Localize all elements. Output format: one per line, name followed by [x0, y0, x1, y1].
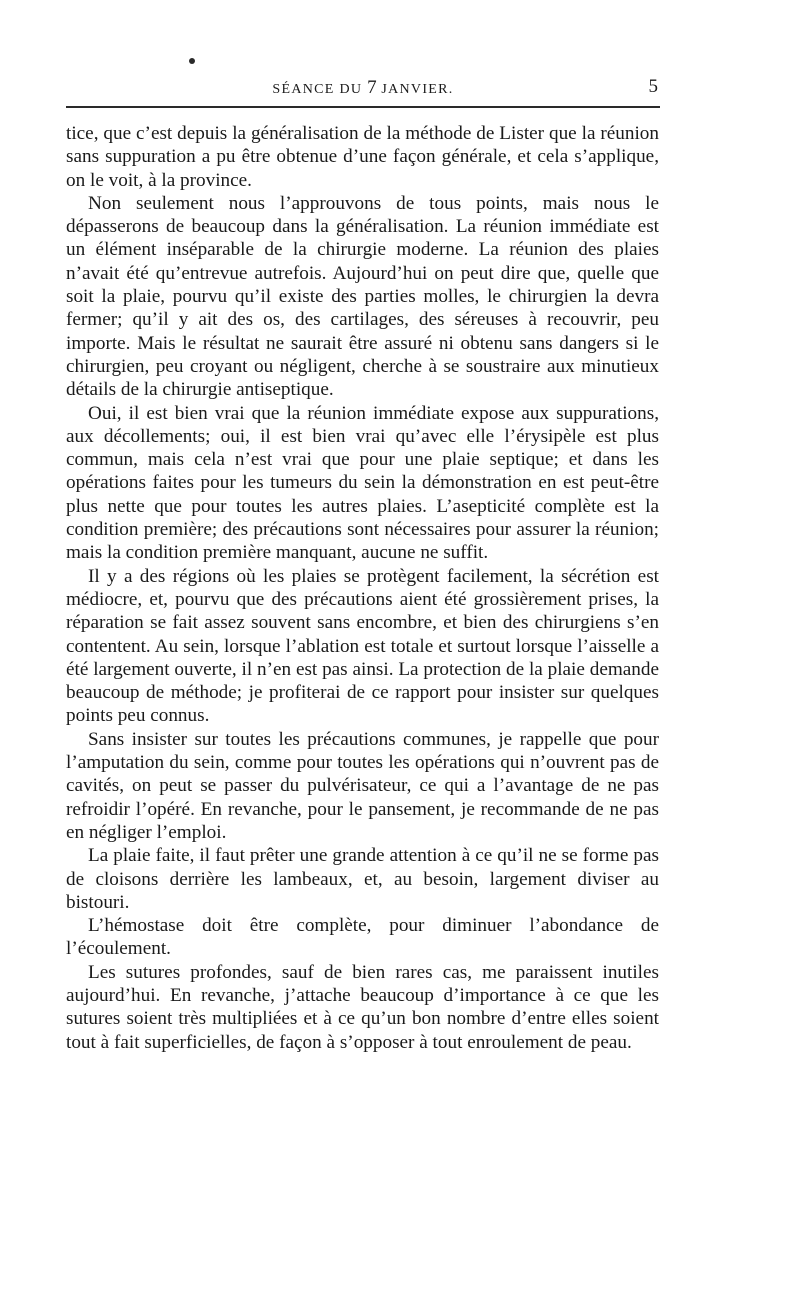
- running-title-day: 7: [367, 77, 377, 98]
- paragraph: L’hémostase doit être complète, pour diminuer l’abondance de l’écoulement.: [66, 915, 659, 960]
- paragraph-continued: tice, que c’est depuis la généralisation de la méthode de Lister que la réunion sans suppuration a pu être obtenue d’une façon générale, et cela s’applique, on le voit, à la province.: [66, 123, 659, 191]
- paragraph: Non seulement nous l’approuvons de tous points, mais nous le dépasserons de beaucoup dans la généralisation. La réunion immédiate est un élément inséparable de la chirurgie moderne. La réunion des plaies n’avait été qu’entrevue autrefois. Aujourd’hui on peut dire que, quelle que soit la plaie, pourvu qu’il existe des parties molles, le chirurgien la devra fermer; qu’il y ait des os, des cartilages, des séreuses à recouvrir, peu importe. Mais le résultat ne saurait être assuré ni obtenu sans dangers si le chirurgien, peu croyant ou négligent, cherche à se soustraire aux minutieux détails de la chirurgie antiseptique.: [66, 192, 659, 401]
- header-rule: [66, 106, 660, 108]
- paragraph: Il y a des régions où les plaies se protègent facilement, la sécrétion est médiocre, et, pourvu que des précautions aient été grossièrement prises, la réparation se fait assez souvent sans encombre, et bien des chirurgiens s’en contentent. Au sein, lorsque l’ablation est totale et surtout lorsque l’aisselle a été largement ouverte, il n’en est pas ainsi. La protection de la plaie demande beaucoup de méthode; je profiterai de ce rapport pour insister sur quelques points peu connus.: [66, 565, 659, 727]
- running-title: [66, 77, 660, 99]
- paragraph: Sans insister sur toutes les précautions communes, je rappelle que pour l’amputation du sein, comme pour toutes les opérations qui n’ouvrent pas de cavités, on peut se passer du pulvérisateur, ce qui a l’avantage de ne pas refroidir l’opéré. En revanche, pour le pansement, je recommande de ne pas en négliger l’emploi.: [66, 728, 659, 843]
- running-title-suffix: JANVIER.: [376, 82, 454, 97]
- paragraph: La plaie faite, il faut prêter une grande attention à ce qu’il ne se forme pas de cloisons derrière les lambeaux, et, au besoin, largement diviser au bistouri.: [66, 845, 659, 913]
- body-text: [66, 122, 659, 1054]
- running-title-prefix: SÉANCE DU: [272, 82, 368, 97]
- page-number: 5: [648, 76, 658, 97]
- ink-dot: [189, 58, 195, 64]
- page-header: [66, 77, 660, 99]
- paragraph: Oui, il est bien vrai que la réunion immédiate expose aux suppurations, aux décollements; oui, il est bien vrai qu’avec elle l’érysipèle est plus commun, mais cela n’est vrai que pour une plaie septique; et dans les opérations faites pour les tumeurs du sein la démonstration en est peut-être plus nette que pour toutes les autres plaies. L’asepticité complète est la condition première; des précautions sont nécessaires pour assurer la réunion; mais la condition première manquant, aucune ne suffit.: [66, 402, 659, 564]
- paragraph: Les sutures profondes, sauf de bien rares cas, me paraissent inutiles aujourd’hui. En revanche, j’attache beaucoup d’importance à ce que les sutures soient très multipliées et à ce qu’un bon nombre d’entre elles soient tout à fait superficielles, de façon à s’opposer à tout enroulement de peau.: [66, 961, 659, 1053]
